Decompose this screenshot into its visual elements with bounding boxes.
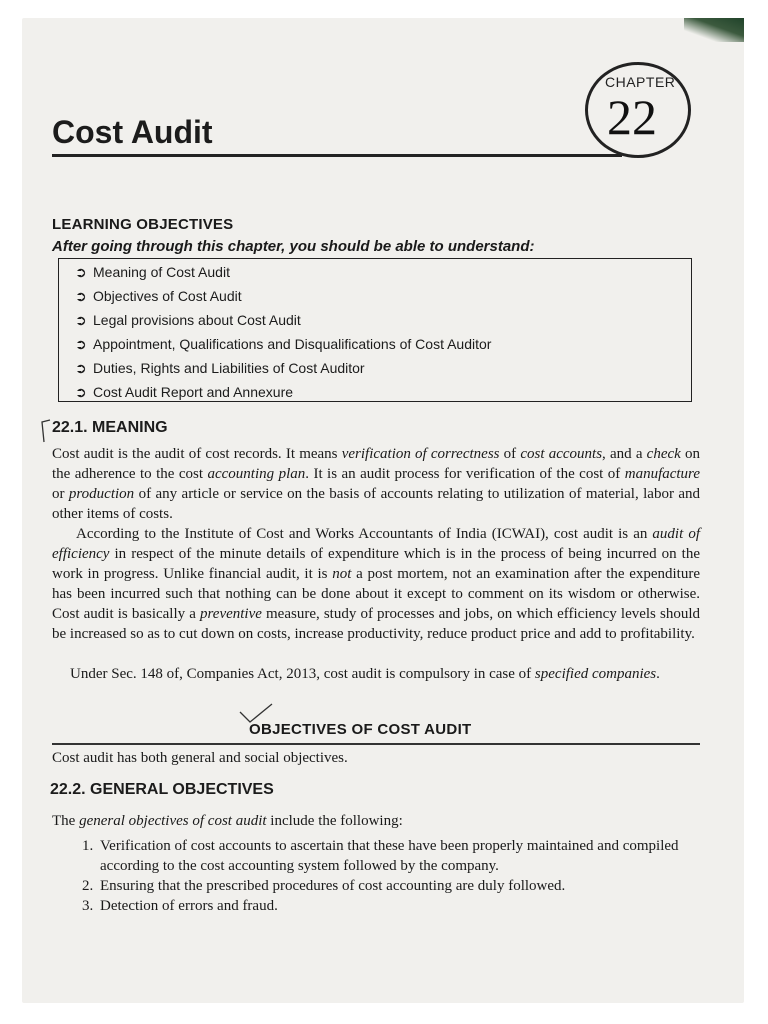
learning-objectives-subheading: After going through this chapter, you should be able to understand:	[52, 238, 535, 255]
meaning-paragraph-3: Under Sec. 148 of, Companies Act, 2013, cost audit is compulsory in case of specified companies.	[70, 666, 660, 682]
arrow-bullet-icon: ➲	[75, 336, 87, 352]
list-item: 2. Ensuring that the prescribed procedures of cost accounting are duly followed.	[82, 878, 566, 894]
arrow-bullet-icon: ➲	[75, 360, 87, 376]
chapter-number: 22	[607, 89, 657, 145]
meaning-paragraph-2: According to the Institute of Cost and Works Accountants of India (ICWAI), cost audit is an audit of efficiency in respect of the minute details of expenditure which is in the process of being incurred on the work in progress. Unlike financial audit, it is not a post mortem, not an examination after the expenditure has been incurred such that nothing can be done about it except to comment on its wisdom or otherwise. Cost audit is basically a preventive measure, study of processes and jobs, on which efficiency levels should be increased so as to cut down on costs, increase productivity, reduce product price and add to profitability.	[52, 526, 701, 642]
list-item: ➲ Legal provisions about Cost Audit	[75, 309, 491, 333]
general-objectives-heading: 22.2. GENERAL OBJECTIVES	[50, 781, 274, 798]
list-item: ➲ Meaning of Cost Audit	[75, 261, 491, 285]
general-objectives-list	[82, 836, 702, 916]
chapter-title: Cost Audit	[52, 114, 213, 150]
title-rule	[52, 154, 622, 157]
general-objectives-intro: The general objectives of cost audit include the following:	[52, 813, 403, 829]
list-item: ➲ Appointment, Qualifications and Disqualifications of Cost Auditor	[75, 333, 491, 357]
list-item: ➲ Objectives of Cost Audit	[75, 285, 491, 309]
arrow-bullet-icon: ➲	[75, 264, 87, 280]
objectives-text: Cost audit has both general and social objectives.	[52, 750, 348, 766]
list-item: ➲ Duties, Rights and Liabilities of Cost Auditor	[75, 357, 491, 381]
meaning-paragraph-1: Cost audit is the audit of cost records. It means verification of correctness of cost accounts, and a check on the adherence to the cost accounting plan. It is an audit process for verification of the cost of manufacture or production of any article or service on the basis of accounts relating to utilization of material, labor and other items of costs.	[52, 446, 700, 522]
arrow-bullet-icon: ➲	[75, 288, 87, 304]
objectives-heading: OBJECTIVES OF COST AUDIT	[249, 721, 472, 738]
page-corner-shadow	[684, 18, 744, 42]
arrow-bullet-icon: ➲	[75, 384, 87, 400]
learning-objectives-list	[75, 261, 491, 405]
learning-objectives-heading: LEARNING OBJECTIVES	[52, 216, 234, 233]
chapter-badge	[585, 62, 691, 158]
objectives-rule	[52, 743, 700, 745]
list-item: 1. Verification of cost accounts to ascertain that these have been properly maintained and compiled according to the cost accounting system followed by the company.	[82, 838, 679, 874]
learning-objectives-box	[58, 258, 692, 402]
list-item: 3. Detection of errors and fraud.	[82, 898, 278, 914]
meaning-heading: 22.1. MEANING	[52, 419, 168, 436]
chapter-label: CHAPTER	[605, 74, 676, 90]
arrow-bullet-icon: ➲	[75, 312, 87, 328]
list-item: ➲ Cost Audit Report and Annexure	[75, 381, 491, 405]
